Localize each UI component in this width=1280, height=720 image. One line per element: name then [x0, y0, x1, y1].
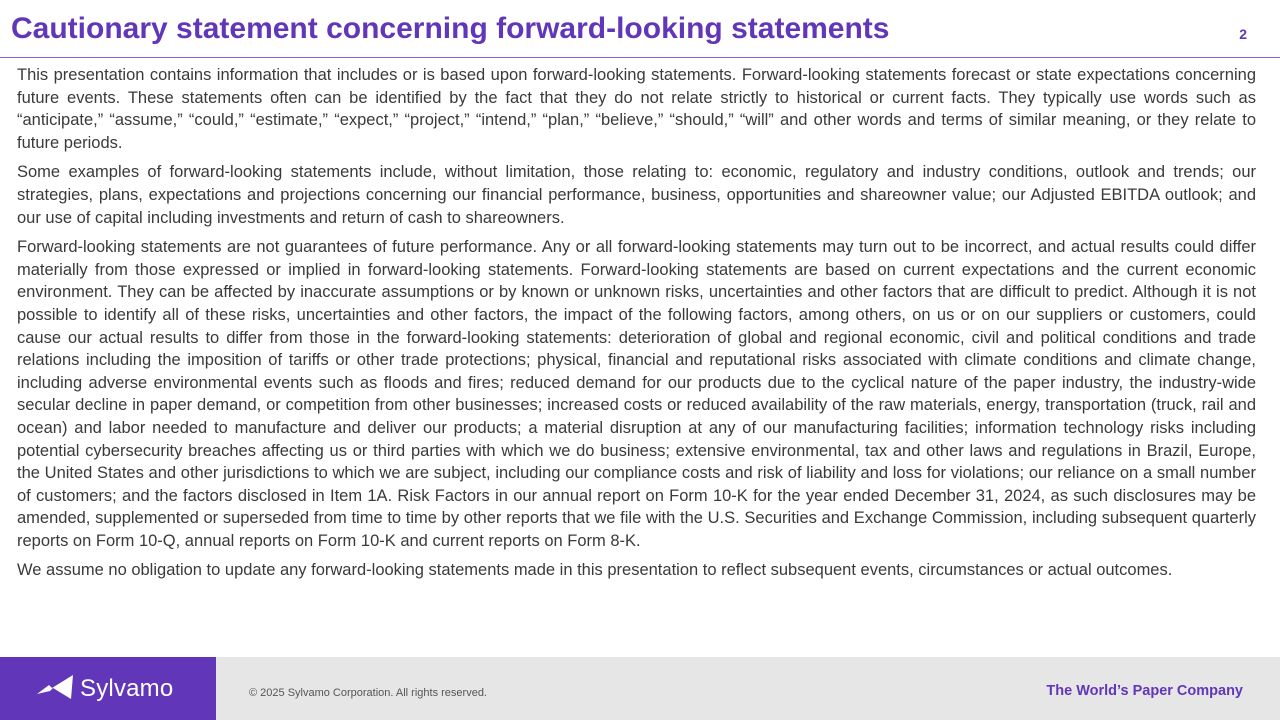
disclaimer-body [17, 64, 1256, 589]
logo-wordmark: Sylvamo [80, 675, 174, 702]
paragraph-examples: Some examples of forward-looking statements include, without limitation, those relating to: economic, regulatory and industry conditions, outlook and trends; our strategies, plans, expectations and projections concerning our financial performance, business, opportunities and shareowner value; our Adjusted EBITDA outlook; and our use of capital including investments and return of cash to shareowners. [17, 163, 1256, 227]
company-tagline: The World’s Paper Company [1046, 683, 1243, 699]
page-number: 2 [1239, 26, 1247, 42]
paragraph-risk-factors: Forward-looking statements are not guarantees of future performance. Any or all forward-looking statements may turn out to be incorrect, and actual results could differ materially from those expressed or implied in forward-looking statements. Forward-looking statements are based on current expectations and the current economic environment. They can be affected by inaccurate assumptions or by known or unknown risks, uncertainties and other factors that are difficult to predict. Although it is not possible to identify all of these risks, uncertainties and other factors, the impact of the following factors, among others, on us or on our suppliers or customers, could cause our actual results to differ from those in the forward-looking statements: deterioration of global and regional economic, civil and political conditions and trade relations including the imposition of tariffs or other trade protections; physical, financial and reputational risks associated with climate conditions and climate change, including adverse environmental events such as floods and fires; reduced demand for our products due to the cyclical nature of the paper industry, the industry-wide secular decline in paper demand, or competition from other businesses; increased costs or reduced availability of the raw materials, energy, transportation (truck, rail and ocean) and labor needed to manufacture and deliver our products; a material disruption at any of our manufacturing facilities; information technology risks including potential cybersecurity breaches affecting us or third parties with which we do business; extensive environmental, tax and other laws and regulations in Brazil, Europe, the United States and other jurisdictions to which we are subject, including our compliance costs and risk of liability and loss for violations; our reliance on a small number of customers; and the factors disclosed in Item 1A. Risk Factors in our annual report on Form 10-K for the year ended December 31, 2024, as such disclosures may be amended, supplemented or superseded from time to time by other reports that we file with the U.S. Securities and Exchange Commission, including subsequent quarterly reports on Form 10-Q, annual reports on Form 10-K and current reports on Form 8-K. [17, 238, 1256, 550]
slide-title: Cautionary statement concerning forward-looking statements [11, 12, 890, 45]
footer [0, 657, 1280, 720]
sylvamo-flag-icon [36, 674, 74, 700]
copyright-notice: © 2025 Sylvamo Corporation. All rights reserved. [249, 687, 487, 699]
sylvamo-logo [0, 657, 216, 720]
paragraph-intro: This presentation contains information that includes or is based upon forward-looking statements. Forward-looking statements forecast or state expectations concerning future events. These statements often can be identified by the fact that they do not relate strictly to historical or current facts. They typically use words such as “anticipate,” “assume,” “could,” “estimate,” “expect,” “project,” “intend,” “plan,” “believe,” “should,” “will” and other words and terms of similar meaning, or they relate to future periods. [17, 66, 1256, 152]
paragraph-no-obligation: We assume no obligation to update any forward-looking statements made in this presentation to reflect subsequent events, circumstances or actual outcomes. [17, 561, 1173, 580]
title-divider [0, 57, 1280, 58]
